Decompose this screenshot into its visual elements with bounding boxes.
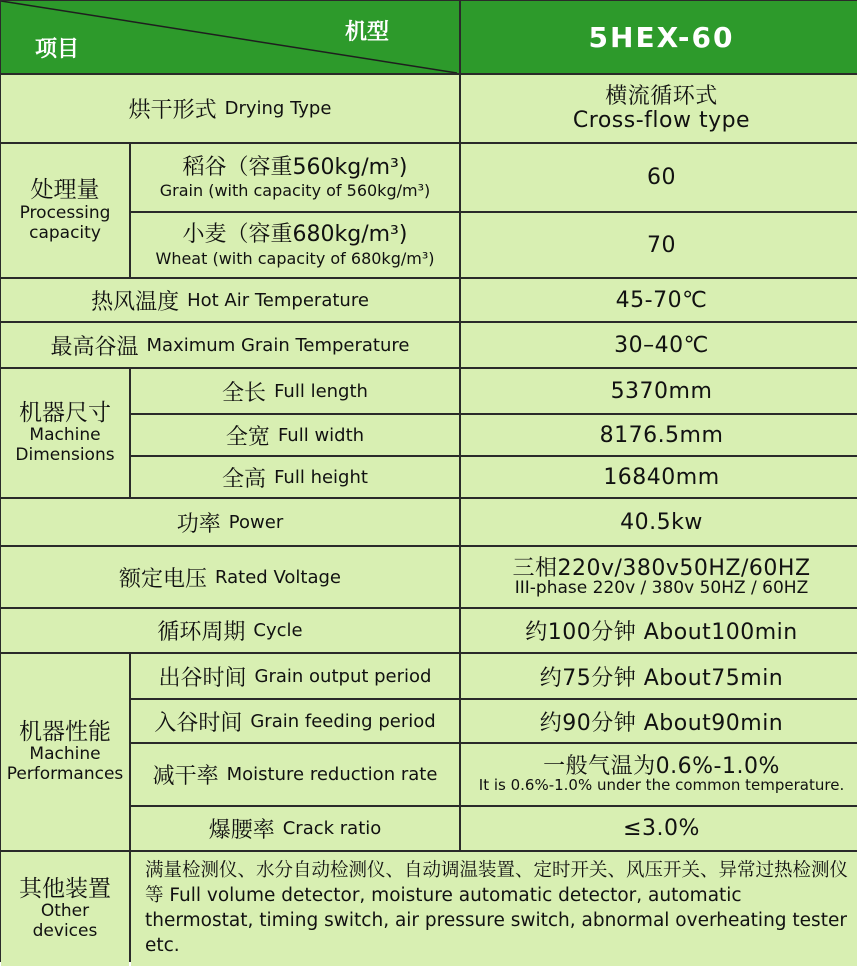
power-label [1, 499, 459, 545]
wheat-capacity-value: 70 [461, 213, 857, 277]
drying-type-zh: 烘干形式 [128, 98, 217, 123]
drying-type-value-en: Cross-flow type [572, 107, 751, 133]
cycle-label [1, 609, 459, 652]
moisture-value-zh: 一般气温为0.6%-1.0% [543, 754, 780, 780]
rated-voltage-label [1, 547, 459, 607]
performance-en2: Performances [6, 764, 124, 785]
grain-feeding-value: 约90分钟 About90min [461, 700, 857, 742]
performance-en1: Machine [29, 744, 101, 765]
voltage-value-en: III-phase 220v / 380v 50HZ / 60HZ [514, 577, 809, 598]
performance-zh: 机器性能 [19, 718, 111, 745]
full-height-zh: 全高 [222, 466, 267, 492]
dimensions-group-label [1, 369, 129, 497]
voltage-value-zh: 三相220v/380v50HZ/60HZ [512, 555, 811, 581]
crack-ratio-value: ≤3.0% [461, 807, 857, 850]
capacity-group-label [1, 144, 129, 277]
power-zh: 功率 [176, 511, 221, 537]
moisture-reduction-label [131, 744, 459, 805]
capacity-zh: 处理量 [30, 177, 100, 204]
performance-group-label [1, 654, 129, 850]
grain-capacity-label [131, 144, 459, 211]
other-devices-label [1, 852, 129, 966]
other-devices-text: 满量检测仪、水分自动检测仪、自动调温装置、定时开关、风压开关、异常过热检测仪等 Full volume detector, moisture automatic detector, automatic thermostat, timing switch, air pressure switch, abnormal overheating tester etc. [131, 852, 857, 966]
hot-air-label [1, 279, 459, 321]
max-grain-zh: 最高谷温 [50, 334, 139, 360]
drying-type-value-zh: 横流循环式 [605, 84, 718, 110]
header-item-label: 项目 [35, 37, 80, 62]
voltage-zh: 额定电压 [119, 566, 208, 592]
moisture-value-en: It is 0.6%-1.0% under the common temperature. [478, 776, 845, 795]
grain-output-value: 约75分钟 About75min [461, 654, 857, 698]
grain-feeding-zh: 入谷时间 [154, 710, 243, 736]
hot-air-value: 45-70℃ [461, 279, 857, 321]
dimensions-en2: Dimensions [15, 445, 115, 466]
grain-en: Grain (with capacity of 560kg/m³) [159, 181, 431, 201]
grain-output-en: Grain output period [254, 665, 432, 687]
other-en2: devices [32, 921, 98, 942]
full-length-en: Full length [274, 380, 368, 402]
drying-type-value [461, 75, 857, 142]
drying-type-en: Drying Type [224, 98, 332, 119]
moisture-en: Moisture reduction rate [226, 764, 438, 785]
capacity-en2: capacity [29, 222, 101, 243]
max-grain-en: Maximum Grain Temperature [146, 334, 410, 356]
grain-zh: 稻谷（容重560kg/m³) [182, 154, 408, 180]
full-width-en: Full width [277, 424, 365, 446]
cycle-en: Cycle [253, 620, 303, 641]
power-en: Power [228, 511, 284, 533]
cycle-value: 约100分钟 About100min [461, 609, 857, 652]
capacity-en1: Processing [19, 202, 111, 223]
dimensions-zh: 机器尺寸 [19, 399, 111, 426]
header-model-label: 机型 [344, 20, 389, 45]
full-height-en: Full height [274, 466, 368, 488]
max-grain-temp-value: 30–40℃ [461, 323, 857, 367]
grain-output-zh: 出谷时间 [158, 665, 247, 691]
grain-feeding-label [131, 700, 459, 742]
grain-capacity-value: 60 [461, 144, 857, 211]
hot-air-en: Hot Air Temperature [187, 289, 369, 311]
full-width-value: 8176.5mm [461, 415, 857, 455]
crack-zh: 爆腰率 [208, 818, 275, 843]
full-width-zh: 全宽 [225, 424, 270, 450]
wheat-capacity-label [131, 213, 459, 277]
other-en1: Other [40, 901, 90, 922]
hot-air-zh: 热风温度 [91, 289, 180, 315]
crack-ratio-label [131, 807, 459, 850]
drying-type-label [1, 75, 459, 142]
power-value: 40.5kw [461, 499, 857, 545]
grain-output-label [131, 654, 459, 698]
full-length-label [131, 369, 459, 413]
full-width-label [131, 415, 459, 455]
other-zh: 其他装置 [19, 875, 111, 902]
moisture-reduction-value [461, 744, 857, 805]
max-grain-temp-label [1, 323, 459, 367]
wheat-en: Wheat (with capacity of 680kg/m³) [155, 248, 435, 268]
moisture-zh: 减干率 [152, 764, 219, 789]
header-item-model-cell [1, 1, 459, 73]
rated-voltage-value [461, 547, 857, 607]
header-model-value: 5HEX-60 [461, 1, 857, 73]
wheat-zh: 小麦（容重680kg/m³) [182, 222, 408, 248]
dimensions-en1: Machine [29, 425, 101, 446]
full-length-zh: 全长 [222, 380, 267, 406]
grain-feeding-en: Grain feeding period [250, 710, 436, 732]
crack-en: Crack ratio [282, 818, 382, 839]
cycle-zh: 循环周期 [157, 620, 246, 645]
full-height-value: 16840mm [461, 457, 857, 497]
voltage-en: Rated Voltage [215, 566, 341, 588]
full-height-label [131, 457, 459, 497]
full-length-value: 5370mm [461, 369, 857, 413]
